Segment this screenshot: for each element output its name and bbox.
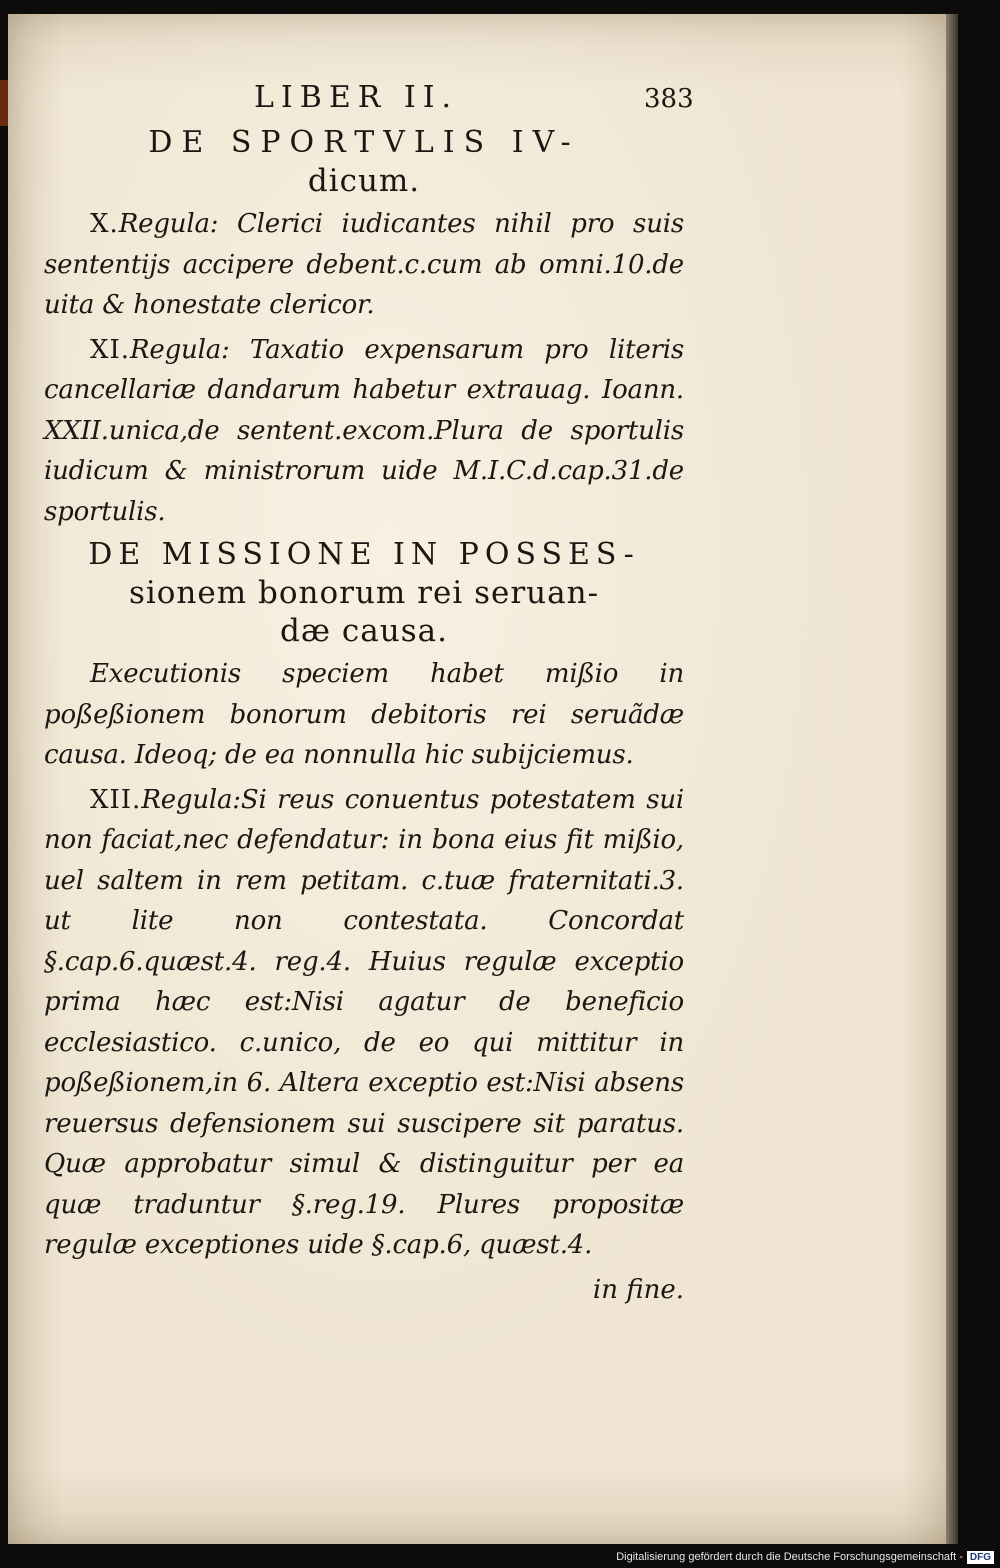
heading-line-caps: DE SPORTVLIS IV- [148,125,580,160]
rule-text: Regula: Taxatio expensarum pro literis cancellariæ dandarum habetur extrauag. Ioann. XXII.unica,de sentent.excom.Plura de sportulis iudicum & ministrorum uide M.I.C.d.cap.31.de sportulis. [44,334,684,527]
intro-paragraph [44,654,684,776]
page-text-block [44,80,694,1310]
rule-number: X. [90,209,119,239]
rule-text: Regula:Si reus conuentus potestatem sui non faciat,nec defendatur: in bona eius fit mißio, uel saltem in rem petitam. c.tuæ fraternitati.3. ut lite non contestata. Concordat §.cap.6.quæst.4. reg.4. Huius regulæ exceptio prima hæc est:Nisi agatur de beneficio ecclesiastico. c.unico, de eo qui mittitur in poßeßionem,in 6. Altera exceptio est:Nisi absens reuersus defensionem sui suscipere sit paratus. Quæ approbatur simul & distinguitur per ea quæ traduntur §.reg.19. Plures propositæ regulæ exceptiones uide §.cap.6, quæst.4. [44,784,684,1260]
folio-number: 383 [644,84,694,114]
heading-line-lower: sionem bonorum rei seruan- [128,575,600,611]
rule-number: XI. [90,334,131,365]
section-heading-sportulis [44,124,684,200]
running-head [44,80,694,120]
section-heading-missione [44,536,684,650]
rule-number: XII. [90,784,142,815]
heading-line-lower: dicum. [307,163,421,199]
funding-credit: Digitalisierung gefördert durch die Deutsche Forschungsgemeinschaft - [616,1551,963,1563]
running-title: LIBER II. [254,80,459,115]
closing-words: in fine. [592,1274,684,1305]
heading-line-lower: dæ causa. [280,613,448,649]
dfg-logo-icon: DFG [967,1551,994,1564]
page-gutter [946,14,958,1544]
rule-paragraph-10 [44,204,684,326]
rule-paragraph-12 [44,780,684,1266]
paragraph-text: Executionis speciem habet mißio in poßeßionem bonorum debitoris rei seruãdæ causa. Ideoq; de ea nonnulla hic subijciemus. [44,659,684,770]
heading-line-caps: DE MISSIONE IN POSSES- [88,537,640,572]
page-clip-marker [0,80,8,126]
rule-text: Regula: Clerici iudicantes nihil pro suis sententijs accipere debent.c.cum ab omni.10.de uita & honestate clericor. [44,209,684,320]
digitization-footer [616,1548,994,1566]
rule-paragraph-11 [44,330,684,533]
